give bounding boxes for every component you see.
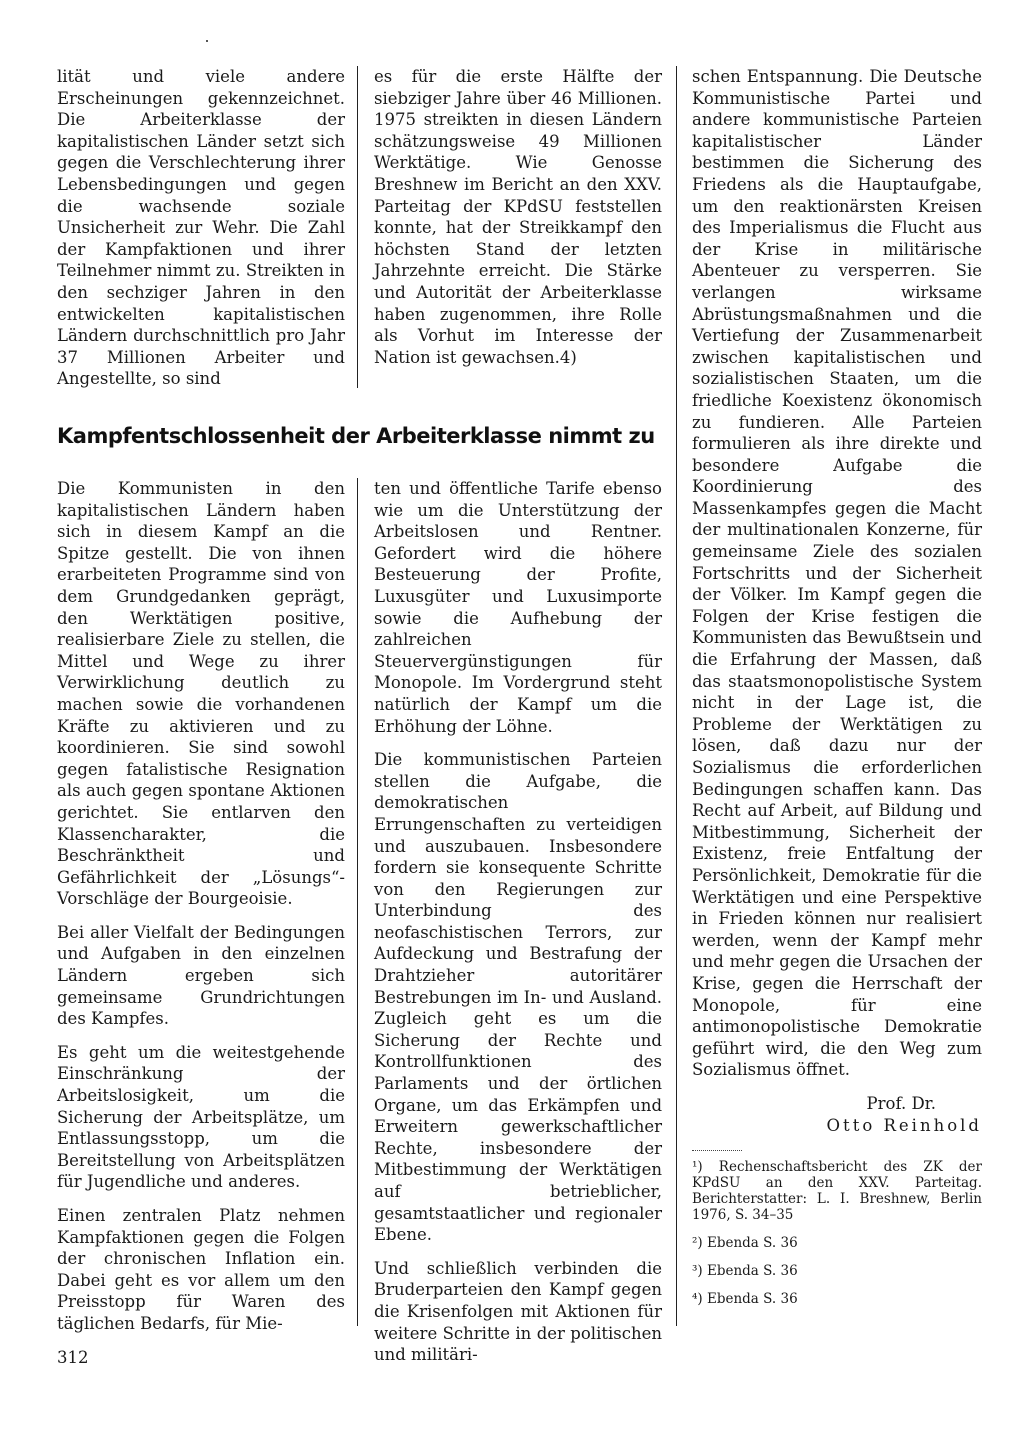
left-paragraph-4: Einen zentralen Platz nehmen Kampfaktionen gegen die Folgen der chronischen Inflation ein. Dabei geht es vor allem um den Preisstopp für Waren des täglichen Bedarfs, für Mie-: [57, 1206, 345, 1333]
left-column: [57, 478, 345, 1347]
signature-name: Otto Reinhold: [826, 1115, 982, 1135]
middle-column: [374, 478, 662, 1378]
mid-paragraph-1: ten und öffentliche Tarife ebenso wie um die Unterstützung der Arbeitslosen und Rentner. Gefordert wird die höhere Besteuerung der Profite, Luxusgüter und Luxusimporte sowie die Aufhebung der zahlreichen Steuervergünstigungen für Monopole. Im Vordergrund steht natürlich der Kampf um die Erhöhung der Löhne.: [374, 479, 662, 736]
right-rule: [676, 66, 677, 1326]
right-text: schen Entspannung. Die Deutsche Kommunistische Partei und andere kommunistische Parteien kapitalistischer Länder bestimmen die Sicherung des Friedens als die Hauptaufgabe, um den reaktionärsten Kreisen des Imperialismus die Flucht aus der Krise in militärische Abenteuer zu versperren. Sie verlangen wirksame Abrüstungsmaßnahmen und die Vertiefung der Zusammenarbeit zwischen kapitalistischen und sozialistischen Staaten, um die friedliche Koexistenz ökonomisch zu fundieren. Alle Parteien formulieren als ihre direkte und besondere Aufgabe die Koordinierung des Massenkampfes gegen die Macht der multinationalen Konzerne, für gemeinsame Ziele des sozialen Fortschritts und der Sicherheit der Völker. Im Kampf gegen die Folgen der Krise festigen die Kommunisten das Bewußtsein und die Erfahrung der Massen, daß das staatsmonopolistische System nicht in der Lage ist, die Probleme der Werktätigen zu lösen, daß dazu nur der Sozialismus die erforderlichen Bedingungen schaffen kann. Das Recht auf Arbeit, auf Bildung und Mitbestimmung, Sicherheit der Existenz, freie Entfaltung der Persönlichkeit, Demokratie für die Werktätigen und eine Perspektive in Frieden können nur realisiert werden, wenn der Kampf mehr und mehr gegen die Ursachen der Krise, gegen die Herrschaft der Monopole, für eine antimonopolistische Demokratie geführt wird, die den Weg zum Sozialismus öffnet.: [692, 67, 982, 1080]
signature: [692, 1093, 982, 1136]
top-left-column: [57, 66, 345, 402]
left-paragraph-3: Es geht um die weitestgehende Einschränkung der Arbeitslosigkeit, um die Sicherung der Arbeitsplätze, um Entlassungsstopp, um die Bereitstellung von Arbeitsplätzen für Jugendliche und anderes.: [57, 1042, 345, 1192]
top-rule-left: [357, 66, 358, 388]
bottom-rule-left: [357, 478, 358, 1326]
signature-title: Prof. Dr.: [866, 1093, 936, 1113]
mid-paragraph-3: Und schließlich verbinden die Bruderparteien den Kampf gegen die Krisenfolgen mit Aktionen für weitere Schritte in der politischen und militäri-: [374, 1258, 662, 1365]
scan-speck: [206, 40, 208, 42]
top-mid-text: es für die erste Hälfte der siebziger Jahre über 46 Millionen. 1975 streikten in diesen Ländern schätzungsweise 49 Millionen Werktätige. Wie Genosse Breshnew im Bericht an den XXV. Parteitag der KPdSU feststellen konnte, hat der Streikkampf den höchsten Stand der letzten Jahrzehnte erreicht. Die Stärke und Autorität der Arbeiterklasse haben zugenommen, ihre Rolle als Vorhut im Interesse der Nation ist gewachsen.4): [374, 67, 662, 367]
top-left-text: lität und viele andere Erscheinungen gekennzeichnet. Die Arbeiterklasse der kapitalistischen Länder setzt sich gegen die Verschlechterung ihrer Lebensbedingungen und gegen die wachsende soziale Unsicherheit zur Wehr. Die Zahl der Kampfaktionen und ihrer Teilnehmer nimmt zu. Streikten in den sechziger Jahren in den entwickelten kapitalistischen Ländern durchschnittlich pro Jahr 37 Millionen Arbeiter und Angestellte, so sind: [57, 67, 345, 389]
mid-paragraph-2: Die kommunistischen Parteien stellen die Aufgabe, die demokratischen Errungenschaften zu verteidigen und auszubauen. Insbesondere fordern sie konsequente Schritte von den Regierungen zur Unterbindung des neofaschistischen Terrors, zur Aufdeckung und Bestrafung der Drahtzieher autoritärer Bestrebungen im In- und Ausland. Zugleich geht es um die Sicherung der Rechte und Kontrollfunktionen des Parlaments und der örtlichen Organe, um das Erkämpfen und Erweitern gewerkschaftlicher Rechte, insbesondere der Mitbestimmung der Werktätigen auf betrieblicher, gesamtstaatlicher und regionaler Ebene.: [374, 750, 662, 1245]
footnote-rule: [692, 1150, 742, 1151]
top-mid-column: [374, 66, 662, 380]
page-number: 312: [57, 1348, 89, 1367]
right-column: [692, 66, 982, 1319]
footnote-3: ³) Ebenda S. 36: [692, 1263, 798, 1280]
footnote-4: ⁴) Ebenda S. 36: [692, 1291, 798, 1308]
left-paragraph-2: Bei aller Vielfalt der Bedingungen und Aufgaben in den einzelnen Ländern ergeben sich gemeinsame Grundrichtungen des Kampfes.: [57, 922, 345, 1029]
left-paragraph-1: Die Kommunisten in den kapitalistischen Ländern haben sich in diesem Kampf an die Spitze gestellt. Die von ihnen erarbeiteten Programme sind von dem Grundgedanken geprägt, den Werktätigen positive, realisierbare Ziele zu stellen, die Mittel und Wege zu ihrer Verwirklichung deutlich zu machen sowie die vorhandenen Kräfte zu aktivieren und zu koordinieren. Sie sind sowohl gegen fatalistische Resignation als auch gegen spontane Aktionen gerichtet. Sie entlarven den Klassencharakter, die Beschränktheit und Gefährlichkeit der „Lösungs“-Vorschläge der Bourgeoisie.: [57, 479, 345, 909]
footnote-2: ²) Ebenda S. 36: [692, 1235, 798, 1252]
section-heading: Kampfentschlossenheit der Arbeiterklasse nimmt zu: [57, 424, 655, 448]
footnote-1: ¹) Rechenschaftsbericht des ZK der KPdSU an den XXV. Parteitag. Berichterstatter: L. I. Breshnew, Berlin 1976, S. 34–35: [692, 1159, 982, 1224]
